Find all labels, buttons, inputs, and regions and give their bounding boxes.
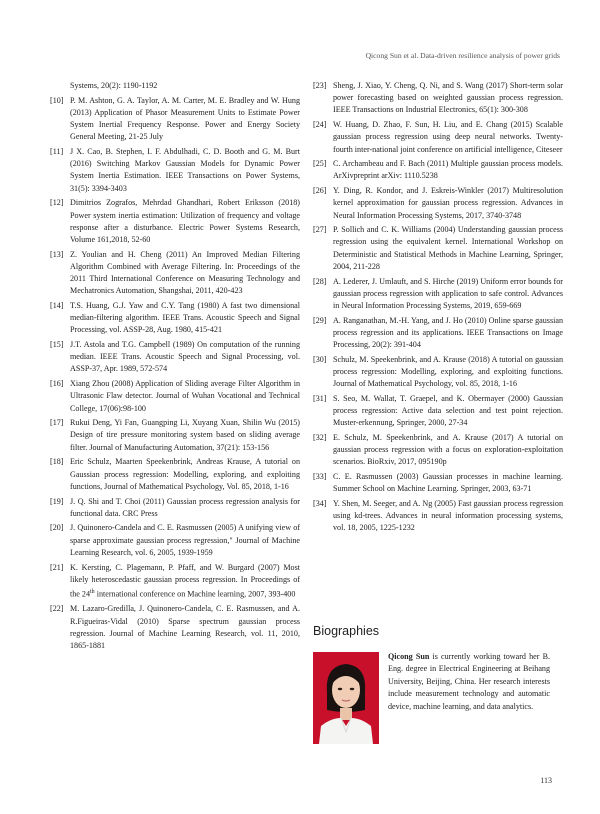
reference-number: [23] bbox=[313, 81, 327, 90]
reference-item bbox=[313, 276, 563, 313]
reference-text: K. Kersting, C. Plagemann, P. Pfaff, and W. Burgard (2007) Most likely heteroscedastic gaussian process regression. In Proceedings of the 24 bbox=[70, 562, 300, 599]
reference-number: [25] bbox=[313, 159, 327, 169]
reference-number: [19] bbox=[50, 496, 64, 506]
author-photo bbox=[313, 652, 379, 744]
reference-item bbox=[50, 456, 300, 493]
reference-number: [22] bbox=[50, 604, 64, 614]
portrait-image bbox=[313, 652, 379, 744]
reference-text: C. Archambeau and F. Bach (2011) Multiple gaussian process models. ArXivpreprint arXiv: 1110.5238 bbox=[333, 159, 563, 181]
reference-number: [18] bbox=[50, 457, 64, 467]
reference-item bbox=[313, 224, 563, 273]
reference-text: E. Schulz, M. Speekenbrink, and A. Krause (2017) A tutorial on gaussian process regression with a focus on exploration-exploitation scenarios. BioRxiv, 2017, 095190p bbox=[333, 432, 563, 467]
references-left-column bbox=[50, 80, 300, 655]
reference-text: Schulz, M. Speekenbrink, and A. Krause (2018) A tutorial on gaussian process regression: Modelling, exploring, and exploiting functions. Journal of Mathematical Psychology, vol. 85, 2018, 1-16 bbox=[333, 354, 563, 389]
reference-text: Z. Youlian and H. Cheng (2011) An Improved Median Filtering Algorithm Combined with Average Filtering. In: Proceedings of the 2011 Third International Conference on Measuring Technology and Mechatronics Automation, Shangshai, 2011, 420-423 bbox=[70, 249, 300, 296]
reference-text: Eric Schulz, Maarten Speekenbrink, Andreas Krause, A tutorial on Gaussian process regression: Modelling, exploring, and exploiting functions, Journal of Mathematical Psychology, Vol. 85, 2018, 1-16 bbox=[70, 457, 300, 491]
reference-item bbox=[313, 354, 563, 391]
reference-text: J X. Cao, B. Stephen, I. F. Abdulhadi, C. D. Booth and G. M. Burt (2016) Switching Markov Gaussian Models for Dynamic Power System Inertia Estimation. IEEE Transactions on Power Systems, 31(5): 3394-3403 bbox=[70, 147, 300, 193]
reference-text: J.T. Astola and T.G. Campbell (1989) On computation of the running median. IEEE Trans. Acoustic Speech and Signal Processing, vol. ASSP-37, Apr. 1989, 572-574 bbox=[70, 340, 300, 374]
reference-item bbox=[50, 197, 300, 246]
reference-text: S. Seo, M. Wallat, T. Graepel, and K. Obermayer (2000) Gaussian process regression: Active data selection and test point rejection. Muster-erkennung, Springer, 2000, 27-34 bbox=[333, 393, 563, 428]
reference-number: [27] bbox=[313, 225, 327, 235]
reference-number: [15] bbox=[50, 340, 64, 350]
reference-item bbox=[313, 432, 563, 469]
reference-number: [13] bbox=[50, 249, 64, 259]
reference-number: [11] bbox=[50, 147, 64, 157]
reference-number: [17] bbox=[50, 418, 64, 428]
reference-item bbox=[50, 300, 300, 337]
reference-number: [29] bbox=[313, 315, 327, 325]
reference-text: Xiang Zhou (2008) Application of Sliding average Filter Algorithm in Ultrasonic Flaw detector. Journal of Wuhan Vocational and Technical College, 17(06):98-100 bbox=[70, 379, 300, 413]
reference-text: P. Sollich and C. K. Williams (2004) Understanding gaussian process regression using the equivalent kernel. International Workshop on Deterministic and Statistical Methods in Machine Learning, Springer, 2004, 211-228 bbox=[333, 225, 563, 271]
reference-item bbox=[50, 95, 300, 144]
biography-text: is currently working toward her B. Eng. degree in Electrical Engineering at Beihang University, Beijing, China. Her research interests include measurement technology and automatic device, machine learning, and data analytics. bbox=[388, 652, 550, 711]
reference-number: [31] bbox=[313, 393, 327, 403]
reference-text: T.S. Huang, G.J. Yaw and C.Y. Tang (1980) A fast two dimensional median-filtering algorithm. IEEE Trans. Acoustic Speech and Signal Processing, vol. ASSP-28, Aug. 1980, 415-421 bbox=[70, 300, 300, 335]
reference-text: C. E. Rasmussen (2003) Gaussian processes in machine learning. Summer School on Machine Learning. Springer, 2003, 63-71 bbox=[333, 472, 563, 494]
reference-item bbox=[50, 80, 300, 92]
reference-number: [33] bbox=[313, 472, 327, 482]
reference-number: [16] bbox=[50, 379, 64, 389]
running-header: Qicong Sun et al. Data-driven resilience analysis of power grids bbox=[365, 51, 560, 60]
reference-item bbox=[50, 496, 300, 520]
reference-item bbox=[313, 498, 563, 535]
reference-number: [14] bbox=[50, 300, 64, 310]
reference-item bbox=[50, 249, 300, 298]
reference-number: [24] bbox=[313, 120, 327, 130]
author-name: Qicong Sun bbox=[388, 652, 430, 661]
author-biography bbox=[388, 651, 550, 713]
reference-number: [21] bbox=[50, 562, 64, 572]
reference-item bbox=[313, 315, 563, 352]
reference-item bbox=[50, 146, 300, 195]
reference-item bbox=[50, 522, 300, 559]
reference-number: [26] bbox=[313, 186, 327, 196]
reference-number: [28] bbox=[313, 276, 327, 286]
reference-item bbox=[50, 378, 300, 415]
reference-number: [12] bbox=[50, 198, 64, 208]
reference-text: Sheng, J. Xiao, Y. Cheng, Q. Ni, and S. Wang (2017) Short-term solar power forecasting based on weighted gaussian process regression. IEEE Transactions on Industrial Electronics, 65(1): 300-308 bbox=[333, 81, 563, 115]
biographies-heading: Biographies bbox=[313, 624, 380, 638]
reference-text: Dimitrios Zografos, Mehrdad Ghandhari, Robert Eriksson (2018) Power system inertia estimation: Utilization of frequency and voltage response after a disturbance. Electric Power Systems Research, Volume 161,2018, 52-60 bbox=[70, 198, 300, 244]
reference-item bbox=[313, 80, 563, 117]
reference-text: J. Q. Shi and T. Choi (2011) Gaussian process regression analysis for functional data. CRC Press bbox=[70, 496, 300, 518]
reference-item bbox=[50, 339, 300, 376]
reference-text: Y. Ding, R. Kondor, and J. Eskreis-Winkler (2017) Multiresolution kernel approximation for gaussian process regression. Advances in Neural Information Processing Systems, 2017, 3740-3748 bbox=[333, 186, 563, 220]
reference-item bbox=[313, 119, 563, 156]
reference-superscript: th bbox=[90, 588, 95, 595]
reference-text: P. M. Ashton, G. A. Taylor, A. M. Carter, M. E. Bradley and W. Hung (2013) Application of Phasor Measurement Units to Estimate Power System Inertial Frequency Response. Power and Energy Society General Meeting, 21-25 July bbox=[70, 95, 300, 142]
reference-number: [20] bbox=[50, 523, 64, 533]
reference-text: Rukui Deng, Yi Fan, Guangping Li, Xuyang Xuan, Shilin Wu (2015) Design of tire pressure monitoring system based on sliding average filter. Journal of Manufacturing Automation, 37(21): 153-156 bbox=[70, 418, 300, 452]
page-number: 113 bbox=[540, 776, 552, 785]
reference-text: M. Lazaro-Gredilla, J. Quinonero-Candela, C. E. Rasmussen, and A. R.Figueiras-Vidal (2010) Sparse spectrum gaussian process regression. Journal of Machine Learning Research, vol. 11, 2010, 1865-1881 bbox=[70, 604, 300, 650]
reference-item bbox=[313, 158, 563, 182]
reference-item bbox=[313, 185, 563, 222]
reference-text: J. Quinonero-Candela and C. E. Rasmussen (2005) A unifying view of sparse approximate gaussian process regression," Journal of Machine Learning Research, vol. 6, 2005, 1939-1959 bbox=[70, 523, 300, 557]
reference-item bbox=[313, 393, 563, 430]
reference-number: [32] bbox=[313, 432, 327, 442]
reference-number: [10] bbox=[50, 95, 64, 105]
reference-number: [34] bbox=[313, 499, 327, 508]
reference-item bbox=[50, 562, 300, 601]
reference-text: Y. Shen, M. Seeger, and A. Ng (2005) Fast gaussian process regression using kd-trees. Advances in neural information processing systems, vol. 18, 2005, 1225-1232 bbox=[333, 499, 563, 533]
reference-item bbox=[313, 471, 563, 495]
reference-item bbox=[50, 603, 300, 652]
reference-text: W. Huang, D. Zhao, F. Sun, H. Liu, and E. Chang (2015) Scalable gaussian process regression using deep neural networks. Twenty-fourth inter-national joint conference on artificial intelligence, Citeseer bbox=[333, 120, 563, 154]
reference-number: [30] bbox=[313, 354, 327, 364]
reference-text: international conference on Machine learning, 2007, 393-400 bbox=[94, 589, 296, 599]
reference-text: A. Lederer, J. Umlauft, and S. Hirche (2019) Uniform error bounds for gaussian process regression with application to safe control. Advances in Neural Information Processing Systems, 2019, 659-669 bbox=[333, 276, 563, 310]
reference-text: Systems, 20(2): 1190-1192 bbox=[70, 81, 158, 90]
reference-text: A. Ranganathan, M.-H. Yang, and J. Ho (2010) Online sparse gaussian process regression and its applications. IEEE Transactions on Image Processing, 20(2): 391-404 bbox=[333, 315, 563, 350]
references-right-column bbox=[313, 80, 563, 537]
reference-item bbox=[50, 417, 300, 454]
